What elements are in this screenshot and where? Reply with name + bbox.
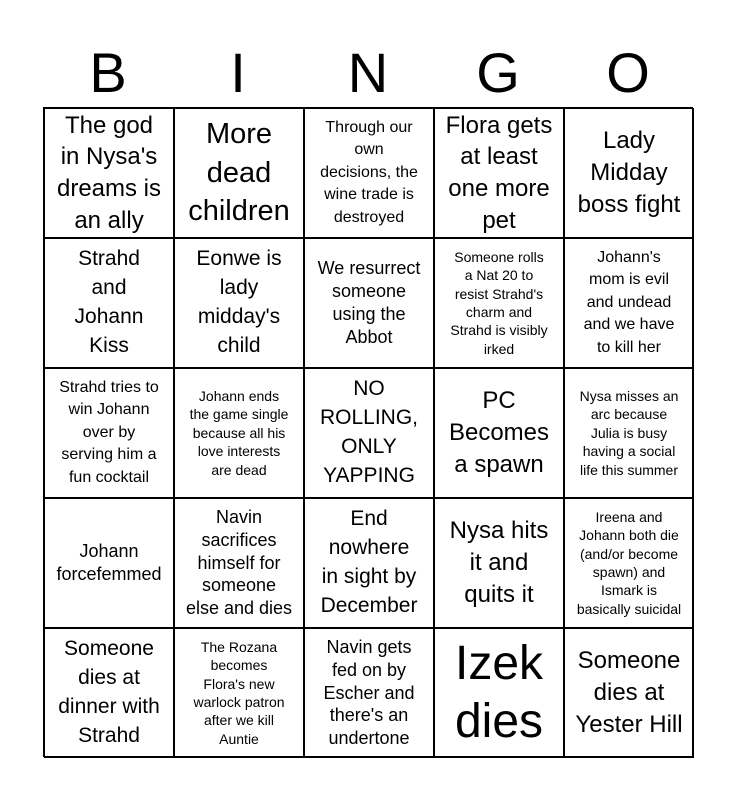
- bingo-cell[interactable]: [564, 498, 694, 628]
- bingo-cell[interactable]: [304, 628, 434, 758]
- bingo-board: [43, 107, 693, 757]
- bingo-cell[interactable]: [564, 628, 694, 758]
- cell-text: The god in Nysa's dreams is an ally: [56, 111, 162, 234]
- cell-text: Lady Midday boss fight: [577, 127, 681, 218]
- bingo-cell[interactable]: [304, 238, 434, 368]
- bingo-cell[interactable]: [174, 368, 304, 498]
- bingo-cell[interactable]: [304, 498, 434, 628]
- bingo-cell[interactable]: [174, 628, 304, 758]
- bingo-cell[interactable]: [304, 368, 434, 498]
- cell-text: We resurrect someone using the Abbot: [317, 258, 421, 347]
- cell-text: NO ROLLING, ONLY YAPPING: [319, 377, 419, 487]
- bingo-cell[interactable]: [174, 108, 304, 238]
- bingo-cell[interactable]: [434, 108, 564, 238]
- cell-text: The Rozana becomes Flora's new warlock patron after we kill Auntie: [193, 638, 285, 747]
- cell-text: Strahd and Johann Kiss: [74, 247, 144, 357]
- bingo-cell[interactable]: [174, 238, 304, 368]
- header-letter-b: B: [89, 41, 127, 104]
- header-letter-o: O: [606, 41, 650, 104]
- cell-text: Strahd tries to win Johann over by serving him a fun cocktail: [59, 379, 159, 486]
- cell-text: Nysa misses an arc because Julia is busy having a social life this summer: [579, 387, 679, 478]
- bingo-cell[interactable]: [44, 498, 174, 628]
- bingo-cell[interactable]: [44, 368, 174, 498]
- cell-text: End nowhere in sight by December: [320, 507, 418, 617]
- cell-text: Johann forcefemmed: [56, 541, 162, 584]
- cell-text: Through our own decisions, the wine trade is destroyed: [320, 119, 418, 226]
- bingo-cell[interactable]: [434, 498, 564, 628]
- cell-text: Izek dies: [454, 637, 544, 748]
- cell-text: PC Becomes a spawn: [448, 387, 550, 478]
- cell-text: Someone rolls a Nat 20 to resist Strahd's charm and Strahd is visibly irked: [450, 248, 548, 357]
- cell-text: Nysa hits it and quits it: [449, 517, 549, 608]
- bingo-cell[interactable]: [44, 238, 174, 368]
- bingo-cell[interactable]: [44, 108, 174, 238]
- cell-text: Eonwe is lady midday's child: [196, 247, 282, 357]
- cell-text: Navin sacrifices himself for someone else and dies: [185, 506, 293, 619]
- cell-text: Ireena and Johann both die (and/or become spawn) and Ismark is basically suicidal: [576, 508, 682, 617]
- bingo-cell[interactable]: [564, 108, 694, 238]
- bingo-cell[interactable]: [434, 368, 564, 498]
- bingo-header: [43, 40, 693, 106]
- cell-text: Someone dies at Yester Hill: [575, 647, 683, 738]
- cell-text: More dead children: [188, 117, 290, 228]
- header-letter-i: I: [230, 41, 246, 104]
- bingo-cell[interactable]: [434, 238, 564, 368]
- cell-text: Someone dies at dinner with Strahd: [58, 637, 160, 747]
- cell-text: Navin gets fed on by Escher and there's an undertone: [323, 636, 415, 749]
- cell-text: Johann ends the game single because all his love interests are dead: [189, 387, 289, 478]
- bingo-cell[interactable]: [44, 628, 174, 758]
- cell-text: Flora gets at least one more pet: [445, 111, 553, 234]
- bingo-cell[interactable]: [304, 108, 434, 238]
- bingo-cell[interactable]: [174, 498, 304, 628]
- bingo-cell[interactable]: [434, 628, 564, 758]
- bingo-cell[interactable]: [564, 238, 694, 368]
- header-letter-n: N: [347, 41, 389, 104]
- bingo-cell[interactable]: [564, 368, 694, 498]
- cell-text: Johann's mom is evil and undead and we have to kill her: [583, 249, 675, 356]
- header-letter-g: G: [476, 41, 520, 104]
